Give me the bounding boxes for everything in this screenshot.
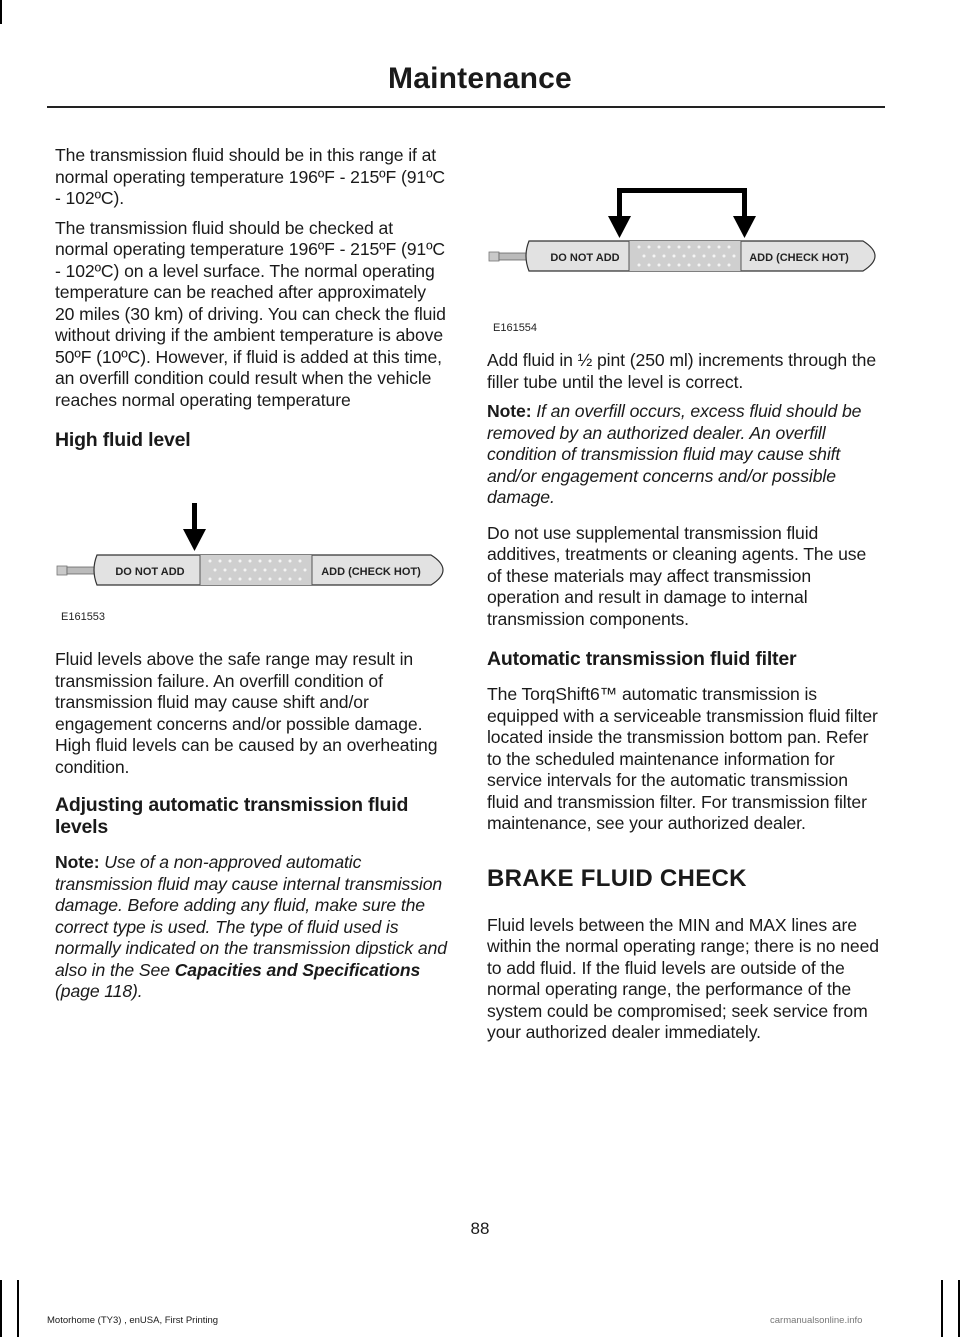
dipstick-label-add: ADD (CHECK HOT) <box>749 252 849 264</box>
paragraph: Do not use supplemental transmission fluid additives, treatments or cleaning agents. The use of these materials may affect transmission operation and result in damage to internal transmission components. <box>487 522 867 629</box>
dipstick-illustration <box>55 503 455 595</box>
cross-reference-link[interactable]: Capacities and Specifications <box>174 959 421 980</box>
right-column <box>487 188 881 1052</box>
section-heading-brake-fluid-check: BRAKE FLUID CHECK <box>487 864 747 892</box>
figure-id: E161553 <box>61 611 106 623</box>
note <box>55 852 449 1003</box>
note-label: Note: <box>55 852 100 872</box>
dipstick-illustration <box>487 188 887 280</box>
crop-mark <box>958 1280 960 1337</box>
paragraph: Fluid levels between the MIN and MAX lines are within the normal operating range; there is no need to add fluid. If the fluid levels are outside of the normal operating range, the performance of the system could be compromised; seek service from your authorized dealer immediately. <box>487 914 879 1042</box>
figure-high-fluid-level <box>55 503 449 623</box>
footer-watermark: carmanualsonline.info <box>770 1315 863 1326</box>
page-title: Maintenance <box>388 62 572 95</box>
page-number: 88 <box>470 1219 490 1238</box>
left-column <box>55 145 449 1011</box>
crop-mark <box>941 1280 943 1337</box>
heading-fluid-filter: Automatic transmission fluid filter <box>487 648 797 670</box>
figure-id: E161554 <box>493 322 538 334</box>
paragraph: Fluid levels above the safe range may result in transmission failure. An overfill condition of transmission fluid may cause shift and/or engagement concerns and/or possible damage. High fluid levels can be caused by an overheating condition. <box>55 649 438 777</box>
footer-publication-info: Motorhome (TY3) , enUSA, First Printing <box>47 1315 219 1326</box>
figure-add-fluid <box>487 188 881 334</box>
dipstick-label-do-not-add: DO NOT ADD <box>550 252 620 264</box>
header-divider <box>47 106 885 108</box>
crop-mark <box>0 0 2 24</box>
heading-high-fluid-level: High fluid level <box>55 429 191 451</box>
crop-mark <box>0 1280 2 1337</box>
note-body: Use of a non-approved automatic transmission fluid may cause internal transmission damage. Before adding any fluid, make sure the correct type is used. The type of fluid used is normally indicated on the transmission dipstick and also in the See <box>55 852 447 980</box>
dipstick-label-add: ADD (CHECK HOT) <box>321 566 421 578</box>
paragraph: The transmission fluid should be in this range if at normal operating temperature 196ºF - 215ºF (91ºC - 102ºC). <box>55 145 446 208</box>
note-label: Note: <box>487 401 532 421</box>
dipstick-label-do-not-add: DO NOT ADD <box>115 566 185 578</box>
note <box>487 401 881 509</box>
note-body: If an overfill occurs, excess fluid should be removed by an authorized dealer. An overfill condition of transmission fluid may cause shift and/or engagement concerns and/or possible damage. <box>487 401 862 507</box>
paragraph: Add fluid in ½ pint (250 ml) increments through the filler tube until the level is correct. <box>487 350 877 392</box>
crop-mark <box>17 1280 19 1337</box>
paragraph: The transmission fluid should be checked at normal operating temperature 196ºF - 215ºF (91ºC - 102ºC) on a level surface. The normal operating temperature can be reached after approximately 20 miles (30 km) of driving. You can check the fluid without driving if the ambient temperature is above 50ºF (10ºC). However, if fluid is added at this time, an overfill condition could result when the vehicle reaches normal operating temperature <box>55 217 446 410</box>
heading-adjusting-fluid-levels: Adjusting automatic transmission fluid levels <box>55 794 409 838</box>
paragraph: The TorqShift6™ automatic transmission is equipped with a serviceable transmission fluid filter located inside the transmission bottom pan. Refer to the scheduled maintenance information for service intervals for the automatic transmission fluid and transmission filter. For transmission filter maintenance, see your authorized dealer. <box>487 684 878 833</box>
note-page-ref: (page 118). <box>55 981 143 1001</box>
